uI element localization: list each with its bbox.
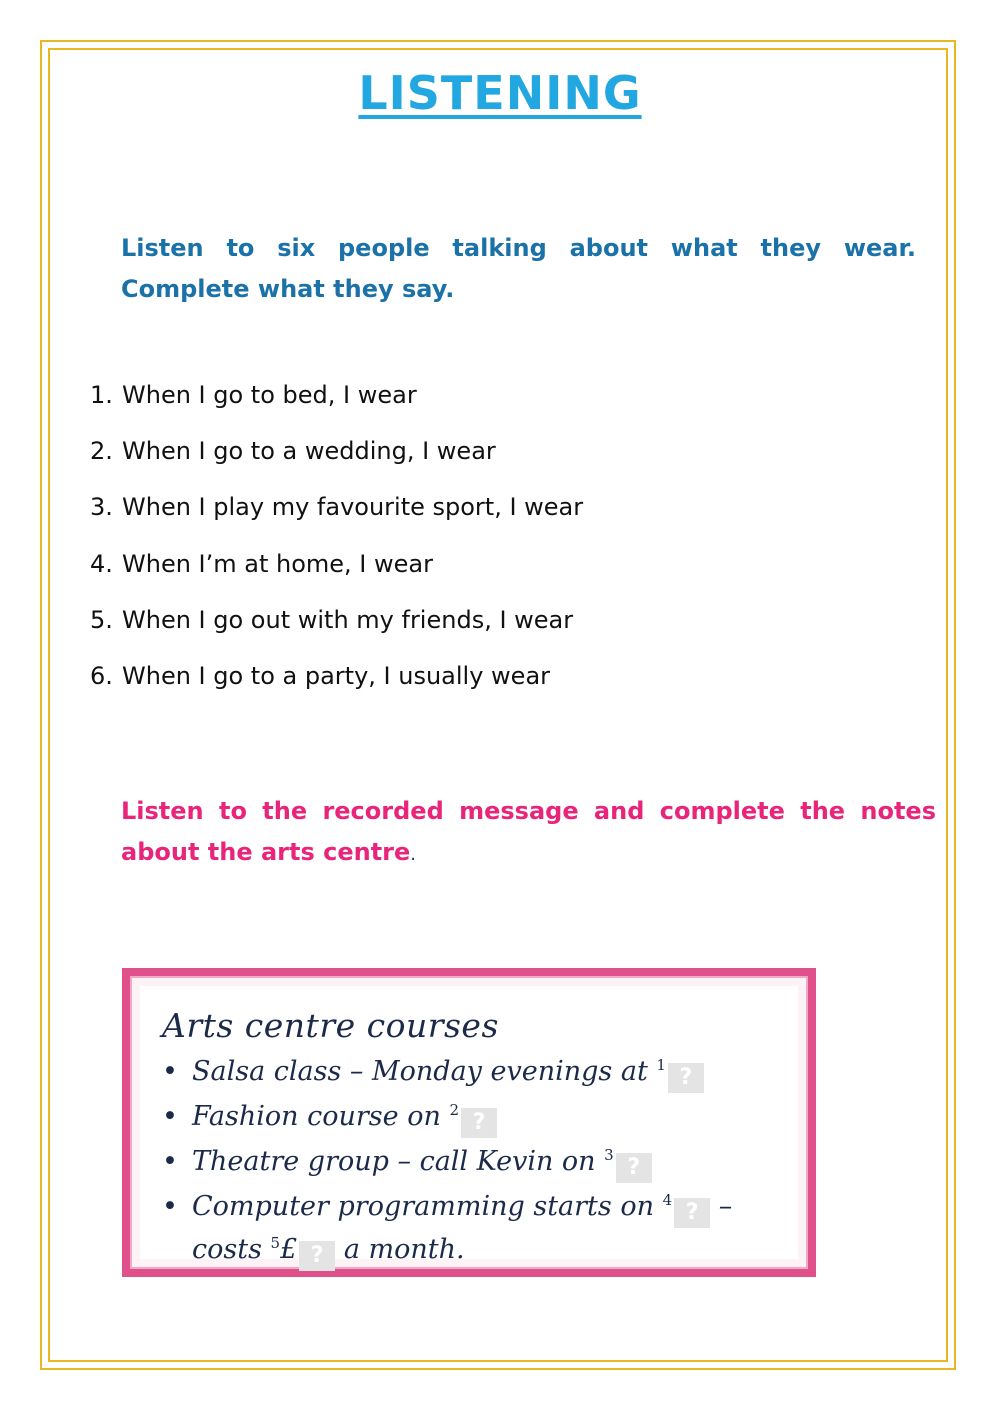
bullet-icon: • [162, 1101, 178, 1132]
gap-number: 2 [449, 1101, 459, 1119]
list-item [90, 431, 790, 487]
task1-instruction: Listen to six people talking about what they wear. Complete what they say. [121, 234, 916, 303]
gap-number: 4 [662, 1191, 673, 1209]
task2-instruction-text: Listen to the recorded message and complete the notes about the arts centre [121, 797, 936, 866]
note-text: Computer programming starts on [192, 1191, 654, 1222]
note-line-4 [162, 1191, 732, 1228]
item-number: 6. [90, 661, 113, 690]
note-line-3 [162, 1146, 652, 1183]
list-item [90, 487, 790, 543]
note-text: Salsa class – Monday evenings at [192, 1056, 648, 1087]
note-dash: – [718, 1191, 733, 1222]
notes-card [122, 968, 816, 1277]
list-item [90, 544, 790, 600]
task2-instruction [121, 791, 936, 875]
bullet-icon: • [162, 1191, 178, 1222]
gap-number: 3 [604, 1146, 614, 1164]
note-text: Theatre group – call Kevin on [192, 1146, 596, 1177]
list-item [90, 656, 790, 712]
item-number: 3. [90, 493, 113, 522]
item-number: 1. [90, 381, 113, 409]
item-text: When I go out with my friends, I wear [122, 605, 574, 634]
list-item [90, 375, 790, 431]
bullet-icon: • [162, 1056, 178, 1087]
item-text: When I go to a party, I usually wear [122, 661, 551, 690]
currency-symbol: £ [280, 1234, 298, 1265]
answer-gap-4[interactable]: ? [674, 1198, 710, 1228]
note-line-1 [162, 1056, 704, 1093]
item-text: When I go to a wedding, I wear [122, 437, 496, 466]
answer-gap-5[interactable]: ? [299, 1241, 335, 1271]
question-list [90, 375, 790, 712]
gap-number: 5 [270, 1234, 281, 1252]
answer-gap-2[interactable]: ? [461, 1108, 497, 1138]
notes-title: Arts centre courses [162, 1006, 499, 1045]
answer-gap-1[interactable]: ? [668, 1063, 704, 1093]
answer-gap-3[interactable]: ? [616, 1153, 652, 1183]
list-item [90, 600, 790, 656]
item-text: When I play my favourite sport, I wear [122, 493, 584, 522]
notes-card-body [140, 986, 798, 1268]
item-number: 4. [90, 549, 113, 578]
note-line-2 [162, 1101, 497, 1138]
bullet-icon: • [162, 1146, 178, 1177]
task2-instruction-period: . [410, 844, 417, 865]
page-title: LISTENING [358, 66, 642, 120]
note-line-5 [192, 1234, 465, 1271]
gap-number: 1 [656, 1056, 666, 1074]
item-number: 2. [90, 437, 113, 466]
note-text: Fashion course on [192, 1101, 441, 1132]
note-text: costs [192, 1234, 262, 1265]
note-text: a month. [343, 1234, 465, 1265]
item-number: 5. [90, 605, 113, 634]
item-text: When I go to bed, I wear [122, 381, 417, 409]
item-text: When I’m at home, I wear [122, 549, 433, 578]
